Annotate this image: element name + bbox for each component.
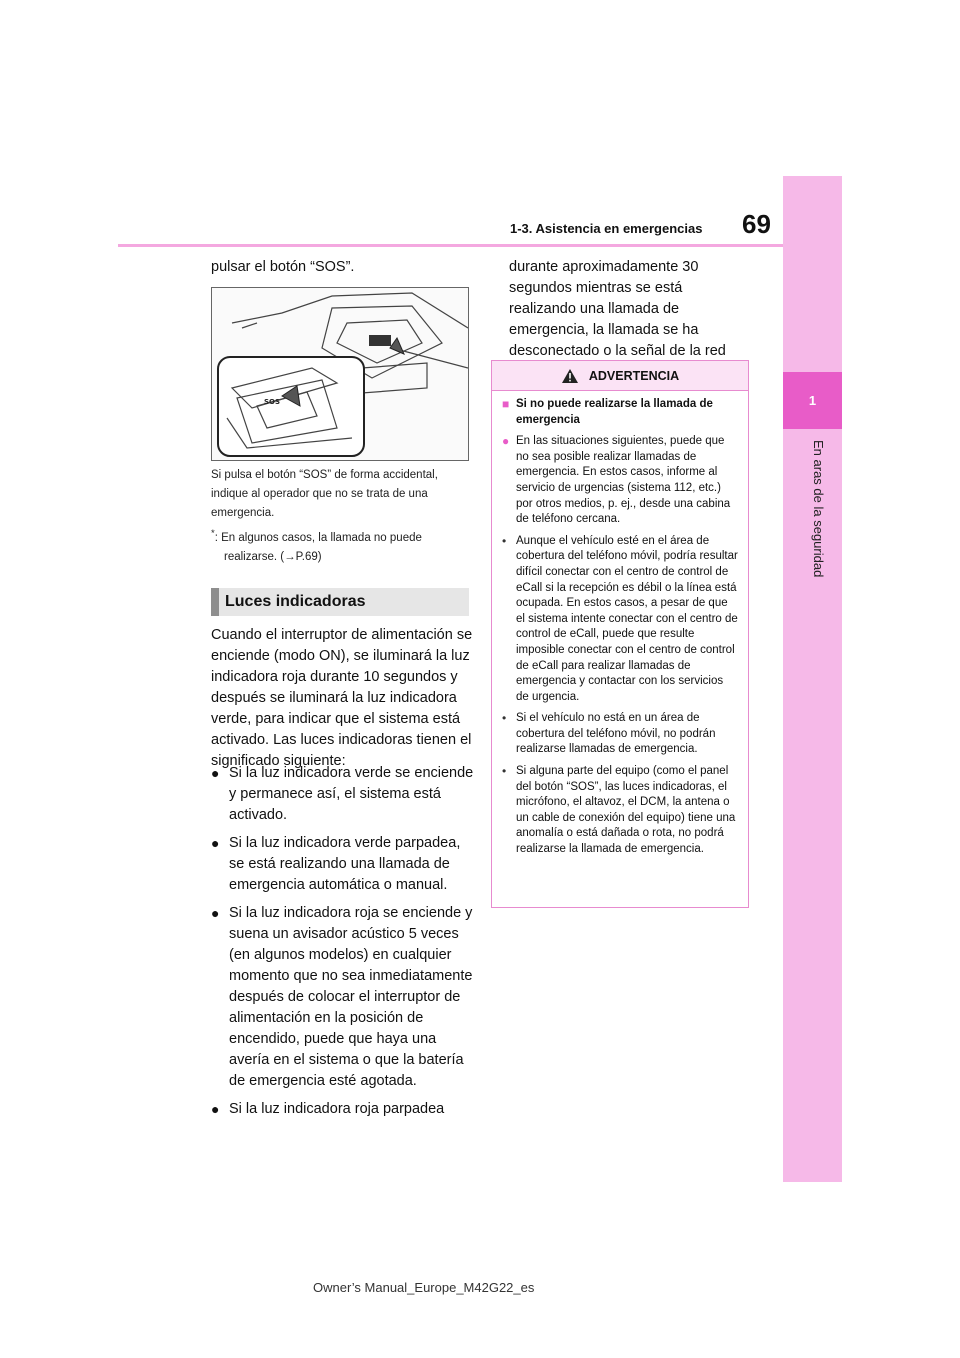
bullet-icon: ●	[211, 835, 220, 851]
square-marker-icon: ■	[502, 397, 510, 411]
list-item: ● Si la luz indicadora roja se enciende y suena un avisador acústico 5 veces (en algunos modelos) en cualquier momento que no sea inmediatamente después de colocar el interruptor de alimentación en la posición de encendido, puede que haya una avería en el sistema o que la batería de emergencia esté agotada.	[211, 903, 475, 1092]
indicator-bullet-list	[211, 763, 475, 1127]
figure-caption: Si pulsa el botón “SOS” de forma accidental, indique al operador que no se trata de una emergencia.	[211, 469, 438, 519]
continuation-text: durante aproximadamente 30 segundos mientras se está realizando una llamada de emergencia, la llamada se ha desconectado o la señal de la red	[509, 259, 726, 359]
dot-icon: •	[502, 533, 507, 548]
dot-icon: •	[502, 764, 507, 779]
sos-label: SOS	[264, 398, 281, 406]
header-rule	[118, 244, 783, 247]
chapter-title: En aras de la seguridad	[811, 440, 826, 578]
warning-title: ADVERTENCIA	[588, 368, 680, 383]
footnote	[211, 524, 473, 567]
sos-button-illustration	[211, 287, 469, 461]
bullet-icon: ●	[211, 1101, 220, 1117]
section-title: 1-3. Asistencia en emergencias	[510, 221, 703, 236]
list-item: • Aunque el vehículo esté en el área de cobertura del teléfono móvil, podría resultar difícil conectar con el centro de control de eCall si la recepción es débil o la línea está ocupada. En estos casos, a pesar de que el sistema intente conectar con el centro de control de eCall, puede que resulte imposible conectar con el centro de control de eCall para realizar llamadas de emergencia y contactar con los servicios de urgencia.	[502, 534, 738, 706]
page-number: 69	[742, 209, 771, 239]
dot-icon: •	[502, 711, 507, 726]
warning-box	[491, 360, 749, 908]
indicator-paragraph: Cuando el interruptor de alimentación se enciende (modo ON), se iluminará la luz indicadora roja durante 10 segundos y después se iluminará la luz indicadora verde, para indicar que el sistema está activado. Las luces indicadoras tienen el significado siguiente:	[211, 627, 473, 769]
footnote-mark: *	[211, 528, 215, 539]
chapter-number: 1	[783, 372, 842, 429]
intro-text: pulsar el botón “SOS”.	[211, 259, 355, 275]
list-item: ● Si la luz indicadora verde parpadea, se está realizando una llamada de emergencia automática o manual.	[211, 833, 475, 896]
list-item: ● Si la luz indicadora verde se enciende y permanece así, el sistema está activado.	[211, 763, 475, 826]
warning-triangle-icon	[561, 368, 579, 384]
footnote-text: : En algunos casos, la llamada no puede	[214, 531, 422, 544]
footer-text: Owner’s Manual_Europe_M42G22_es	[313, 1280, 535, 1295]
warning-subheading: ■ Si no puede realizarse la llamada de emergencia	[502, 397, 738, 428]
bullet-icon: ●	[211, 765, 220, 781]
warning-lead: ● En las situaciones siguientes, puede que no sea posible realizar llamadas de emergencia. En estos casos, informe al servicio de urgencias (sistema 112, etc.) por otros medios, p. ej., desde una cabina de teléfono cercana.	[502, 434, 738, 528]
bullet-icon: ●	[211, 905, 220, 921]
section-heading: Luces indicadoras	[211, 588, 469, 616]
footnote-text-2: realizarse. (→P.69)	[224, 550, 322, 563]
list-item: • Si el vehículo no está en un área de cobertura del teléfono móvil, no podrán realizarse llamadas de emergencia.	[502, 711, 738, 758]
list-item: • Si alguna parte del equipo (como el panel del botón “SOS”, las luces indicadoras, el micrófono, el altavoz, el DCM, la antena o un cable de conexión del equipo) tiene una anomalía o está dañada o rota, no podrá realizarse la llamada de emergencia.	[502, 764, 738, 858]
list-item: ● Si la luz indicadora roja parpadea	[211, 1099, 475, 1120]
side-tab	[783, 176, 842, 1182]
circle-marker-icon: ●	[502, 434, 510, 449]
warning-header	[492, 361, 748, 391]
